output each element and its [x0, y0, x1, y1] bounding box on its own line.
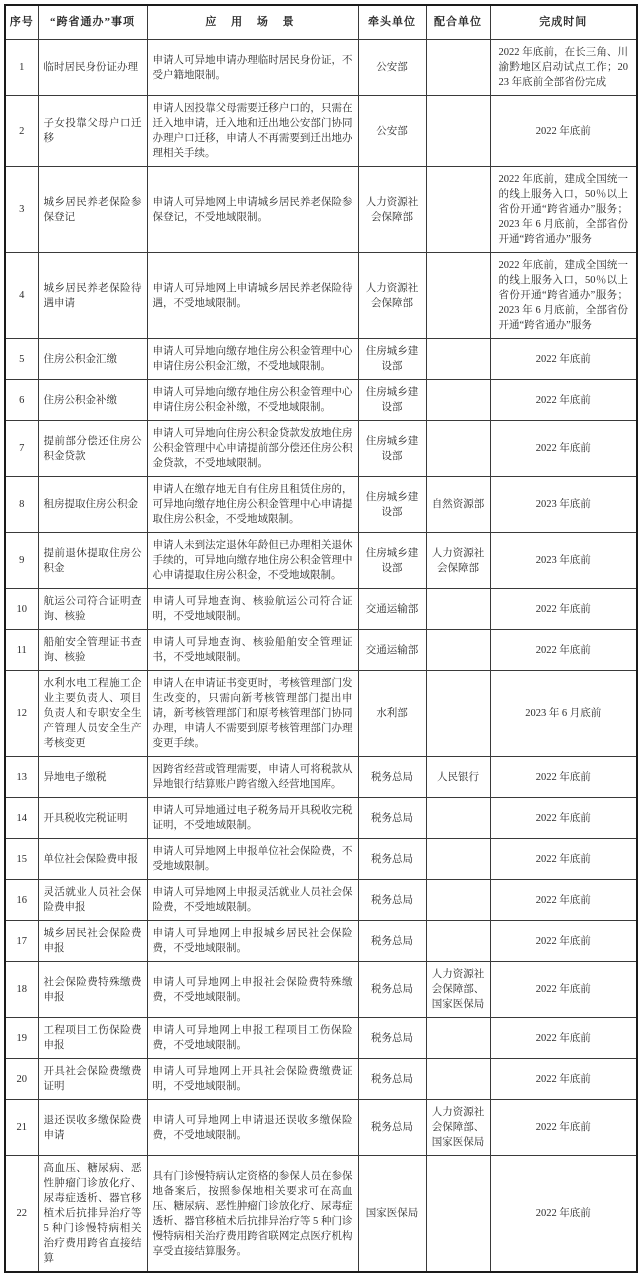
cell-scenario: 申请人可异地向缴存地住房公积金管理中心申请住房公积金补缴，不受地域限制。	[147, 380, 358, 421]
cell-time: 2022 年底前	[490, 1059, 637, 1100]
cell-time: 2023 年底前	[490, 533, 637, 589]
cell-scenario: 申请人可异地网上申报单位社会保险费，不受地域限制。	[147, 839, 358, 880]
cell-item: 开具社会保险费缴费证明	[38, 1059, 147, 1100]
cell-item: 水利水电工程施工企业主要负责人、项目负责人和专职安全生产管理人员安全生产考核变更	[38, 671, 147, 757]
cell-support: 人力资源社会保障部、国家医保局	[426, 962, 490, 1018]
cell-lead: 住房城乡建设部	[358, 380, 426, 421]
cell-item: 城乡居民社会保险费申报	[38, 921, 147, 962]
cell-num: 7	[5, 421, 38, 477]
cell-time: 2022 年底前	[490, 839, 637, 880]
cell-support	[426, 167, 490, 253]
cell-num: 6	[5, 380, 38, 421]
cell-lead: 税务总局	[358, 921, 426, 962]
cell-lead: 人力资源社会保障部	[358, 253, 426, 339]
cell-time: 2022 年底前	[490, 380, 637, 421]
table-row	[5, 589, 637, 630]
table-row	[5, 671, 637, 757]
table-row	[5, 1018, 637, 1059]
cell-num: 13	[5, 757, 38, 798]
cell-scenario: 申请人在缴存地无自有住房且租赁住房的，可异地向缴存地住房公积金管理中心申请提取住房公积金，不受地域限制。	[147, 477, 358, 533]
column-header-scenario: 应 用 场 景	[147, 5, 358, 40]
cell-time: 2023 年 6 月底前	[490, 671, 637, 757]
cell-scenario: 因跨省经营或管理需要，申请人可将税款从异地银行结算账户跨省缴入经营地国库。	[147, 757, 358, 798]
cell-support	[426, 339, 490, 380]
column-header-item: “跨省通办”事项	[38, 5, 147, 40]
cell-support: 人力资源社会保障部	[426, 533, 490, 589]
cell-scenario: 申请人可异地网上开具社会保险费缴费证明，不受地域限制。	[147, 1059, 358, 1100]
cell-num: 16	[5, 880, 38, 921]
column-header-number: 序号	[5, 5, 38, 40]
cell-item: 提前部分偿还住房公积金贷款	[38, 421, 147, 477]
table-header-row	[5, 5, 637, 40]
cell-time: 2022 年底前	[490, 798, 637, 839]
table-row	[5, 477, 637, 533]
cell-item: 高血压、糖尿病、恶性肿瘤门诊放化疗、尿毒症透析、器官移植术后抗排异治疗等 5 种门诊慢特病相关治疗费用跨省直接结算	[38, 1156, 147, 1273]
table-row	[5, 757, 637, 798]
cell-time: 2022 年底前	[490, 339, 637, 380]
cell-support	[426, 1018, 490, 1059]
cell-item: 航运公司符合证明查询、核验	[38, 589, 147, 630]
cell-time: 2022 年底前	[490, 96, 637, 167]
cell-scenario: 申请人在申请证书变更时，考核管理部门发生改变的，只需向新考核管理部门提出申请，新考核管理部门和原考核管理部门协同办理，申请人不需要到原考核管理部门办理变更手续。	[147, 671, 358, 757]
cell-item: 单位社会保险费申报	[38, 839, 147, 880]
cell-support	[426, 1059, 490, 1100]
table-body	[5, 40, 637, 1273]
table-row	[5, 96, 637, 167]
cell-num: 4	[5, 253, 38, 339]
table-row	[5, 1059, 637, 1100]
cell-lead: 税务总局	[358, 1018, 426, 1059]
cell-support	[426, 40, 490, 96]
cell-time: 2022 年底前	[490, 421, 637, 477]
cell-scenario: 申请人因投靠父母需要迁移户口的，只需在迁入地申请，迁入地和迁出地公安部门协同办理户口迁移，申请人不再需要到迁出地办理相关手续。	[147, 96, 358, 167]
cell-lead: 税务总局	[358, 962, 426, 1018]
cell-num: 15	[5, 839, 38, 880]
cell-scenario: 申请人可异地网上申报社会保险费特殊缴费，不受地域限制。	[147, 962, 358, 1018]
cell-support	[426, 253, 490, 339]
cell-item: 船舶安全管理证书查询、核验	[38, 630, 147, 671]
cell-support	[426, 671, 490, 757]
cell-lead: 税务总局	[358, 1100, 426, 1156]
table-row	[5, 40, 637, 96]
cell-item: 开具税收完税证明	[38, 798, 147, 839]
table-row	[5, 1156, 637, 1273]
cell-lead: 税务总局	[358, 798, 426, 839]
cell-lead: 交通运输部	[358, 589, 426, 630]
cell-support: 人力资源社会保障部、国家医保局	[426, 1100, 490, 1156]
cell-support	[426, 880, 490, 921]
cell-lead: 税务总局	[358, 839, 426, 880]
cell-num: 22	[5, 1156, 38, 1273]
cell-support	[426, 96, 490, 167]
cell-num: 11	[5, 630, 38, 671]
table-row	[5, 880, 637, 921]
cell-time: 2022 年底前	[490, 1018, 637, 1059]
cell-lead: 住房城乡建设部	[358, 421, 426, 477]
table-row	[5, 380, 637, 421]
cell-num: 19	[5, 1018, 38, 1059]
cell-item: 工程项目工伤保险费申报	[38, 1018, 147, 1059]
cell-scenario: 申请人可异地向缴存地住房公积金管理中心申请住房公积金汇缴，不受地域限制。	[147, 339, 358, 380]
cell-scenario: 申请人可异地网上申请退还误收多缴保险费，不受地域限制。	[147, 1100, 358, 1156]
cell-lead: 公安部	[358, 96, 426, 167]
cell-scenario: 申请人可异地查询、核验航运公司符合证明，不受地域限制。	[147, 589, 358, 630]
table-row	[5, 962, 637, 1018]
table-row	[5, 253, 637, 339]
cell-lead: 水利部	[358, 671, 426, 757]
cell-item: 城乡居民养老保险待遇申请	[38, 253, 147, 339]
table-row	[5, 339, 637, 380]
cell-scenario: 申请人可异地通过电子税务局开具税收完税证明，不受地域限制。	[147, 798, 358, 839]
cell-item: 退还误收多缴保险费申请	[38, 1100, 147, 1156]
cell-num: 14	[5, 798, 38, 839]
cell-lead: 人力资源社会保障部	[358, 167, 426, 253]
cell-scenario: 申请人可异地向住房公积金贷款发放地住房公积金管理中心申请提前部分偿还住房公积金贷款，不受地域限制。	[147, 421, 358, 477]
cross-province-services-table	[4, 4, 638, 1273]
cell-time: 2023 年底前	[490, 477, 637, 533]
cell-num: 3	[5, 167, 38, 253]
cell-lead: 交通运输部	[358, 630, 426, 671]
table-row	[5, 921, 637, 962]
column-header-support-unit: 配合单位	[426, 5, 490, 40]
cell-num: 5	[5, 339, 38, 380]
cell-item: 异地电子缴税	[38, 757, 147, 798]
table-row	[5, 798, 637, 839]
cell-time: 2022 年底前	[490, 589, 637, 630]
cell-item: 租房提取住房公积金	[38, 477, 147, 533]
cell-support	[426, 798, 490, 839]
cell-support	[426, 589, 490, 630]
cell-num: 9	[5, 533, 38, 589]
cell-time: 2022 年底前	[490, 880, 637, 921]
cell-item: 住房公积金补缴	[38, 380, 147, 421]
cell-lead: 住房城乡建设部	[358, 339, 426, 380]
cell-scenario: 申请人可异地网上申请城乡居民养老保险参保登记，不受地域限制。	[147, 167, 358, 253]
cell-support	[426, 839, 490, 880]
cell-num: 10	[5, 589, 38, 630]
cell-support	[426, 1156, 490, 1273]
cell-support	[426, 380, 490, 421]
cell-num: 17	[5, 921, 38, 962]
cell-scenario: 具有门诊慢特病认定资格的参保人员在参保地备案后，按照参保地相关要求可在高血压、糖尿病、恶性肿瘤门诊放化疗、尿毒症透析、器官移植术后抗排异治疗等 5 种门诊慢特病相关治疗费用跨省联网定点医疗机构享受直接结算服务。	[147, 1156, 358, 1273]
cell-time: 2022 年底前，在长三角、川渝黔地区启动试点工作；2023 年底前全部省份完成	[490, 40, 637, 96]
table-row	[5, 1100, 637, 1156]
cell-item: 城乡居民养老保险参保登记	[38, 167, 147, 253]
column-header-completion-time: 完成时间	[490, 5, 637, 40]
cell-time: 2022 年底前，建成全国统一的线上服务入口，50％以上省份开通“跨省通办”服务；2023 年 6 月底前，全部省份开通“跨省通办”服务	[490, 167, 637, 253]
cell-num: 2	[5, 96, 38, 167]
cell-num: 12	[5, 671, 38, 757]
column-header-lead-unit: 牵头单位	[358, 5, 426, 40]
cell-lead: 税务总局	[358, 757, 426, 798]
cell-item: 提前退休提取住房公积金	[38, 533, 147, 589]
cell-scenario: 申请人未到法定退休年龄但已办理相关退休手续的，可异地向缴存地住房公积金管理中心申请提取住房公积金，不受地域限制。	[147, 533, 358, 589]
cell-time: 2022 年底前	[490, 757, 637, 798]
cell-scenario: 申请人可异地网上申请城乡居民养老保险待遇，不受地域限制。	[147, 253, 358, 339]
cell-lead: 税务总局	[358, 1059, 426, 1100]
cell-support	[426, 630, 490, 671]
cell-item: 临时居民身份证办理	[38, 40, 147, 96]
table-row	[5, 630, 637, 671]
cell-scenario: 申请人可异地查询、核验船舶安全管理证书，不受地域限制。	[147, 630, 358, 671]
cell-time: 2022 年底前	[490, 962, 637, 1018]
cell-scenario: 申请人可异地申请办理临时居民身份证，不受户籍地限制。	[147, 40, 358, 96]
cell-time: 2022 年底前，建成全国统一的线上服务入口，50％以上省份开通“跨省通办”服务；2023 年 6 月底前，全部省份开通“跨省通办”服务	[490, 253, 637, 339]
cell-num: 18	[5, 962, 38, 1018]
cell-item: 子女投靠父母户口迁移	[38, 96, 147, 167]
cell-lead: 住房城乡建设部	[358, 477, 426, 533]
cell-num: 21	[5, 1100, 38, 1156]
cell-num: 20	[5, 1059, 38, 1100]
cell-support: 自然资源部	[426, 477, 490, 533]
table-row	[5, 839, 637, 880]
cell-lead: 税务总局	[358, 880, 426, 921]
table-row	[5, 421, 637, 477]
cell-time: 2022 年底前	[490, 1100, 637, 1156]
cell-lead: 国家医保局	[358, 1156, 426, 1273]
cell-support: 人民银行	[426, 757, 490, 798]
cell-item: 住房公积金汇缴	[38, 339, 147, 380]
cell-scenario: 申请人可异地网上申报城乡居民社会保险费，不受地域限制。	[147, 921, 358, 962]
table-row	[5, 533, 637, 589]
table-row	[5, 167, 637, 253]
cell-item: 社会保险费特殊缴费申报	[38, 962, 147, 1018]
cell-time: 2022 年底前	[490, 630, 637, 671]
cell-scenario: 申请人可异地网上申报工程项目工伤保险费，不受地域限制。	[147, 1018, 358, 1059]
cell-lead: 住房城乡建设部	[358, 533, 426, 589]
cell-num: 8	[5, 477, 38, 533]
cell-num: 1	[5, 40, 38, 96]
cell-lead: 公安部	[358, 40, 426, 96]
cell-item: 灵活就业人员社会保险费申报	[38, 880, 147, 921]
cell-time: 2022 年底前	[490, 921, 637, 962]
cell-support	[426, 421, 490, 477]
cell-time: 2022 年底前	[490, 1156, 637, 1273]
cell-support	[426, 921, 490, 962]
cell-scenario: 申请人可异地网上申报灵活就业人员社会保险费，不受地域限制。	[147, 880, 358, 921]
